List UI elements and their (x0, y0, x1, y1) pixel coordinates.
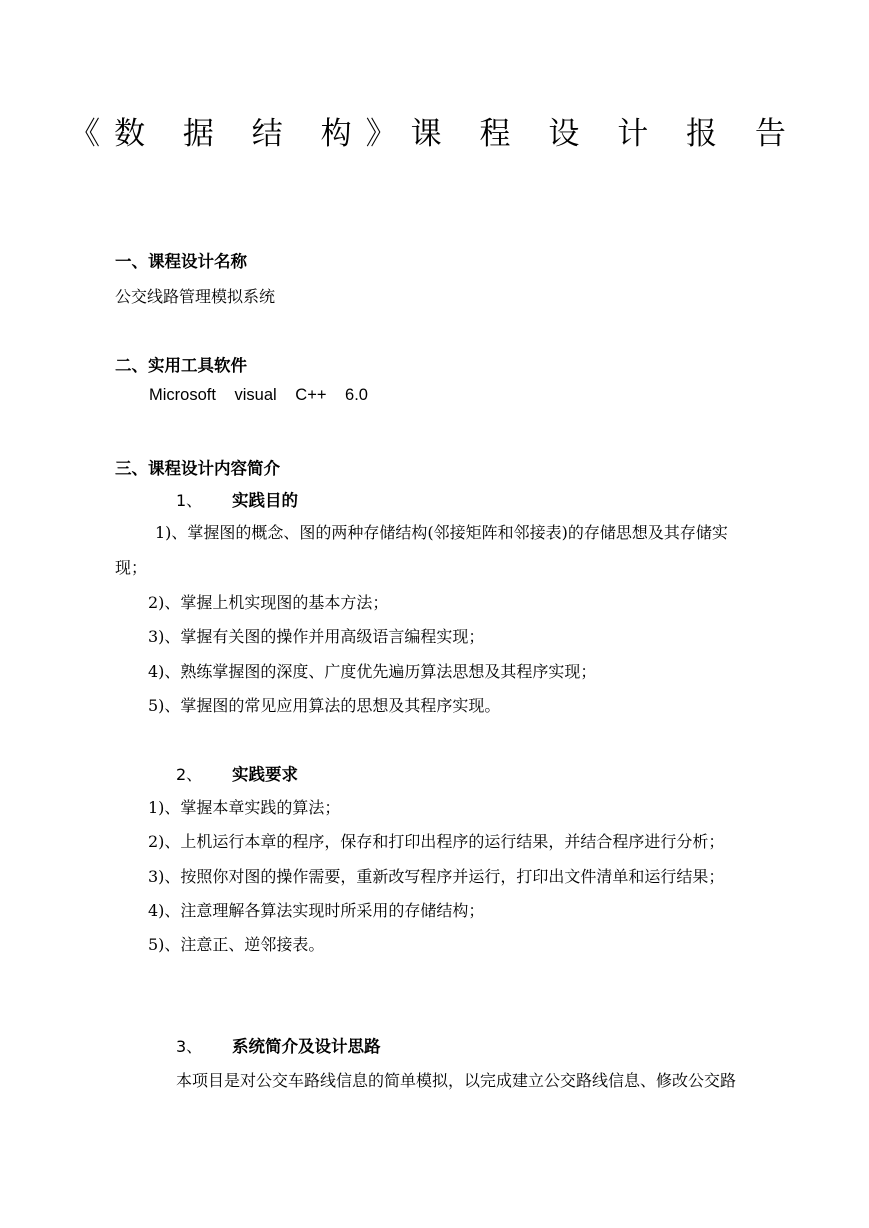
sub-2-item-4: 4)、注意理解各算法实现时所采用的存储结构； (148, 901, 485, 920)
sub-1-item-2: 2)、掌握上机实现图的基本方法； (148, 593, 389, 612)
sub-1-number: 1、 (176, 491, 203, 510)
sub-1-item-1: 1)、掌握图的概念、图的两种存储结构(邻接矩阵和邻接表)的存储思想及其存储实 (155, 523, 728, 542)
sub-1-title: 实践目的 (232, 491, 298, 510)
sub-2-title: 实践要求 (232, 765, 298, 784)
sub-2-item-3: 3)、按照你对图的操作需要，重新改写程序并运行，打印出文件清单和运行结果； (148, 867, 725, 886)
sub-3-title: 系统简介及设计思路 (232, 1037, 381, 1056)
section-2-content: Microsoft visual C++ 6.0 (149, 386, 368, 404)
section-1-content: 公交线路管理模拟系统 (115, 287, 276, 306)
sub-1-item-5: 5)、掌握图的常见应用算法的思想及其程序实现。 (148, 696, 501, 715)
sub-3-number: 3、 (176, 1037, 203, 1056)
sub-1-item-4: 4)、熟练掌握图的深度、广度优先遍历算法思想及其程序实现； (148, 662, 597, 681)
sub-2-number: 2、 (176, 765, 203, 784)
sub-1-item-3: 3)、掌握有关图的操作并用高级语言编程实现； (148, 627, 485, 646)
section-1-heading: 一、课程设计名称 (115, 252, 247, 271)
sub-2-item-1: 1)、掌握本章实践的算法； (148, 798, 341, 817)
document-title: 《数 据 结 构》课 程 设 计 报 告 (69, 116, 800, 152)
section-2-heading: 二、实用工具软件 (115, 356, 247, 375)
section-3-heading: 三、课程设计内容简介 (115, 459, 280, 478)
sub-1-item-1-cont: 现； (115, 558, 148, 577)
sub-2-item-5: 5)、注意正、逆邻接表。 (148, 935, 325, 954)
sub-2-item-2: 2)、上机运行本章的程序，保存和打印出程序的运行结果，并结合程序进行分析； (148, 832, 725, 851)
sub-3-paragraph: 本项目是对公交车路线信息的简单模拟，以完成建立公交路线信息、修改公交路 (176, 1071, 737, 1090)
